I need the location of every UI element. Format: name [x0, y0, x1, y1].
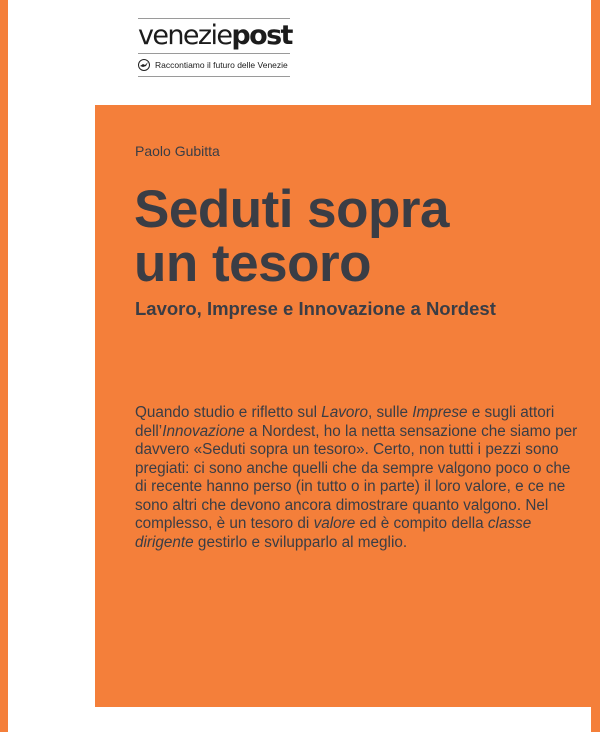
cover-orange-panel: [95, 105, 591, 707]
left-orange-stripe: [0, 0, 8, 732]
blurb-italic-run: Imprese: [412, 404, 468, 421]
blurb-italic-run: Innovazione: [162, 422, 245, 440]
logo-wordmark-bold: post: [231, 20, 292, 51]
blurb-italic-run: valore: [313, 515, 356, 532]
book-subtitle: Lavoro, Imprese e Innovazione a Nordest: [135, 298, 496, 319]
right-orange-stripe: [591, 0, 600, 732]
venezie-post-logo: [138, 18, 290, 77]
book-title-line-2: un tesoro: [134, 234, 371, 293]
blurb-text-run: , sulle: [368, 404, 413, 421]
logo-tagline-row: [138, 54, 290, 76]
logo-tagline: Raccontiamo il futuro delle Venezie: [155, 60, 288, 70]
book-title-line-1: Seduti sopra: [134, 180, 450, 239]
blurb-italic-run: classe dirigente: [135, 515, 532, 551]
blurb-text-run: gestirlo e svilupparlo al meglio.: [193, 533, 408, 551]
blurb-text-run: Quando studio e rifletto sul: [135, 404, 322, 421]
book-title: [134, 180, 574, 293]
author-name: Paolo Gubitta: [135, 143, 220, 159]
blurb-text-run: ed è compito della: [355, 515, 488, 532]
logo-wordmark: [138, 19, 290, 53]
logo-wordmark-light: venezie: [138, 20, 232, 51]
blurb-italic-run: Lavoro: [321, 404, 369, 421]
blurb-text-run: a Nordest, ho la netta sensazione che siamo per davvero «Seduti sopra un tesoro». Certo, non tutti i pezzi sono pregiati: ci sono anche quelli che da sempre valgono poco o che di recente hanno perso (in tutto o in parte) il loro valore, e ce ne sono altri che devono ancora dimostrare quanto valgono. Nel complesso, è un tesoro di: [135, 422, 578, 532]
logo-bottom-rule: [138, 76, 290, 77]
book-blurb: [135, 404, 581, 552]
bird-icon: [138, 59, 150, 71]
blurb-text-run: e sugli attori dell’: [135, 404, 555, 440]
